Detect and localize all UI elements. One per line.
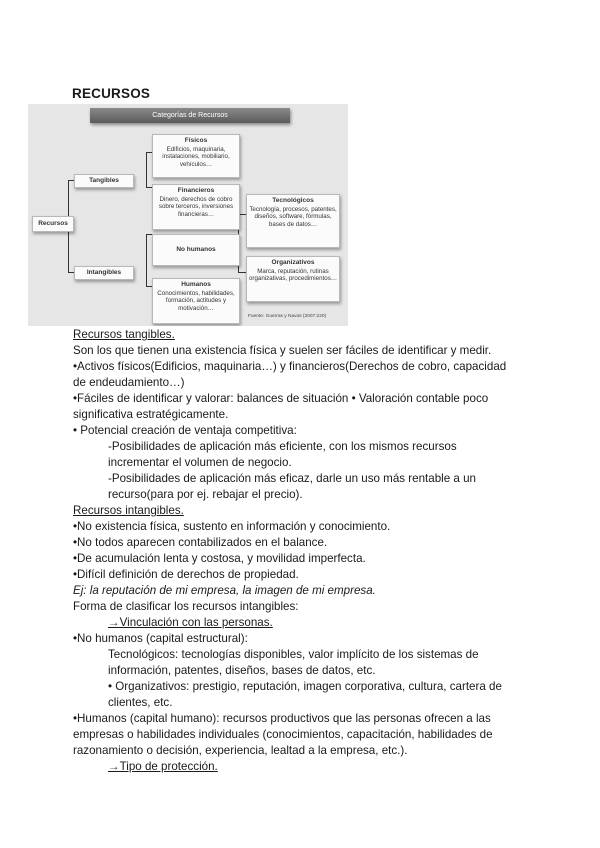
example-line: Ej: la reputación de mi empresa, la imagen de mi empresa.	[73, 584, 376, 597]
node-text: Marca, reputación, rutinas organizativas, procedimientos…	[248, 267, 338, 282]
section-heading: Recursos tangibles.	[73, 328, 175, 341]
subheading: →Tipo de protección.	[108, 760, 218, 773]
node-intangibles: Intangibles	[74, 266, 134, 280]
text-line: incrementar el volumen de negocio.	[108, 456, 292, 469]
text-line: -Posibilidades de aplicación más eficaz, darle un uso más rentable a un	[108, 472, 476, 485]
node-text: Conocimientos, habilidades, formación, actitudes y motivación…	[157, 289, 235, 312]
node-financieros	[152, 184, 240, 230]
connector	[238, 272, 246, 273]
diagram-header: Categorías de Recursos	[90, 108, 290, 123]
text-line: •De acumulación lenta y costosa, y movilidad imperfecta.	[73, 552, 366, 565]
text-line: -Posibilidades de aplicación más eficiente, con los mismos recursos	[108, 440, 457, 453]
node-text: Edificios, maquinaria, instalaciones, mobiliario, vehículos…	[162, 145, 230, 168]
resources-diagram	[28, 104, 348, 326]
node-text: Dinero, derechos de cobro sobre terceros, inversiones financieras…	[158, 195, 234, 218]
node-tecnologicos	[246, 194, 340, 248]
text-line: información, patentes, diseños, bases de datos, etc.	[108, 664, 376, 677]
connector	[146, 234, 147, 286]
text-line: clientes, etc.	[108, 696, 173, 709]
text-line: •Activos físicos(Edificios, maquinaria…) y financieros(Derechos de cobro, capacidad	[73, 360, 507, 373]
node-text: Tecnología, procesos, patentes, diseños, software, fórmulas, bases de datos…	[249, 205, 337, 228]
text-line: •Humanos (capital humano): recursos productivos que las personas ofrecen a las	[73, 712, 491, 725]
subheading: →Vinculación con las personas.	[108, 616, 273, 629]
node-title: Tecnológicos	[272, 197, 314, 204]
text-line: •No humanos (capital estructural):	[73, 632, 248, 645]
text-line: empresas o habilidades individuales (conocimientos, capacitación, habilidades de	[73, 728, 493, 741]
text-line: significativa estratégicamente.	[73, 408, 229, 421]
text-line: Son los que tienen una existencia física y suelen ser fáciles de identificar y medir.	[73, 344, 492, 357]
node-title: Físicos	[184, 137, 208, 144]
node-humanos	[152, 278, 240, 324]
node-no-humanos: No humanos	[152, 234, 240, 266]
text-line: recurso(para por ej. rebajar el precio).	[108, 488, 303, 501]
text-line: •Fáciles de identificar y valorar: balances de situación • Valoración contable poco	[73, 392, 489, 405]
connector	[146, 152, 147, 187]
text-line: Forma de clasificar los recursos intangibles:	[73, 600, 299, 613]
node-organizativos	[246, 256, 340, 302]
text-line: •No todos aparecen contabilizados en el balance.	[73, 536, 328, 549]
text-line: • Potencial creación de ventaja competitiva:	[73, 424, 297, 437]
text-line: •Difícil definición de derechos de propiedad.	[73, 568, 299, 581]
node-recursos: Recursos	[32, 216, 74, 232]
text-line: razonamiento o decisión, experiencia, lealtad a la empresa, etc.).	[73, 744, 408, 757]
node-tangibles: Tangibles	[74, 174, 134, 188]
section-heading: Recursos intangibles.	[73, 504, 184, 517]
node-title: Financieros	[177, 187, 215, 194]
diagram-source: Fuente: Guerras y Navas (2007:220)	[248, 314, 327, 319]
node-title: Humanos	[181, 281, 211, 288]
text-line: •No existencia física, sustento en información y conocimiento.	[73, 520, 391, 533]
text-line: • Organizativos: prestigio, reputación, imagen corporativa, cultura, cartera de	[108, 680, 502, 693]
node-title: Organizativos	[271, 259, 315, 266]
page-title: RECURSOS	[72, 86, 151, 101]
text-line: Tecnológicos: tecnologías disponibles, valor implícito de los sistemas de	[108, 648, 479, 661]
node-fisicos	[152, 134, 240, 178]
text-line: de endeudamiento…)	[73, 376, 185, 389]
